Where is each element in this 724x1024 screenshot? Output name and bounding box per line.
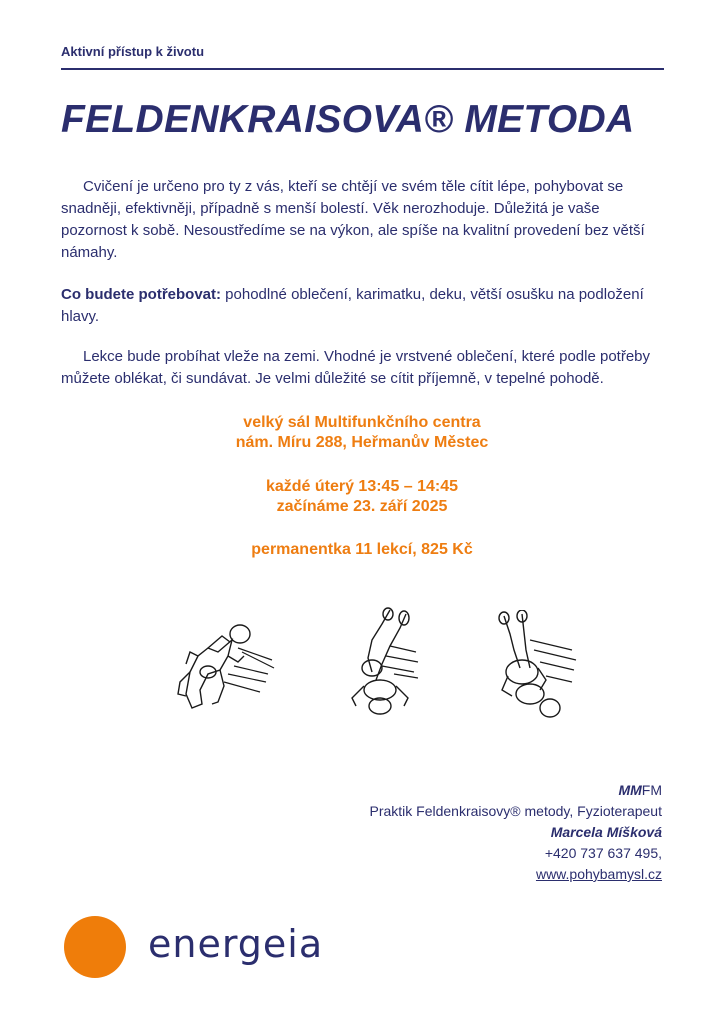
logo-bold: MM (618, 782, 642, 798)
signature-block (369, 780, 662, 885)
needs-label: Co budete potřebovat: (61, 286, 221, 303)
price: permanentka 11 lekcí, 825 Kč (251, 541, 473, 558)
lesson-paragraph: Lekce bude probíhat vleže na zemi. Vhodné je vrstvené oblečení, které podle potřeby můžete oblékat, či sundávat. Je velmi důležité se cítit příjemně, v tepelné pohodě. (61, 348, 651, 387)
venue-name: velký sál Multifunkčního centra (243, 414, 481, 431)
page-title: FELDENKRAISOVA® METODA (61, 98, 635, 141)
needs-text: pohodlné oblečení, karimatku, deku, větší osušku na podložení hlavy. (61, 286, 644, 325)
mmfm-logo (369, 780, 662, 801)
website-link[interactable]: www.pohybamysl.cz (535, 866, 662, 882)
energeia-logo-circle (64, 916, 126, 978)
intro-paragraph: Cvičení je určeno pro ty z vás, kteří se chtějí ve svém těle cítit lépe, pohybovat se snadněji, efektivněji, případně s menší bolestí. Věk nerozhoduje. Důležitá je vaše pozornost k sobě. Nesoustředíme se na výkon, ale spíše na kvalitní provedení bez větší námahy. (61, 178, 645, 261)
price-block (0, 540, 724, 560)
phone-number: +420 737 637 495, (544, 845, 662, 861)
practitioner-name: Marcela Míšková (550, 824, 662, 840)
start-date: začínáme 23. září 2025 (276, 498, 448, 515)
header-rule (61, 68, 664, 70)
schedule-block (0, 477, 724, 517)
tagline: Aktivní přístup k životu (61, 44, 205, 59)
venue-address: nám. Míru 288, Heřmanův Městec (235, 434, 489, 451)
figure-lying-knees-up-illustration (168, 612, 278, 722)
figure-leg-raised-illustration (342, 606, 422, 718)
energeia-wordmark: energeia (148, 922, 324, 966)
practitioner-role: Praktik Feldenkraisovy® metody, Fyzioterapeut (369, 803, 662, 819)
logo-rest: FM (641, 782, 662, 798)
illustrations (0, 600, 724, 730)
figure-knees-to-chest-illustration (490, 610, 580, 722)
needs-paragraph (61, 284, 661, 328)
schedule-time: každé úterý 13:45 – 14:45 (265, 478, 459, 495)
venue-block (0, 413, 724, 453)
